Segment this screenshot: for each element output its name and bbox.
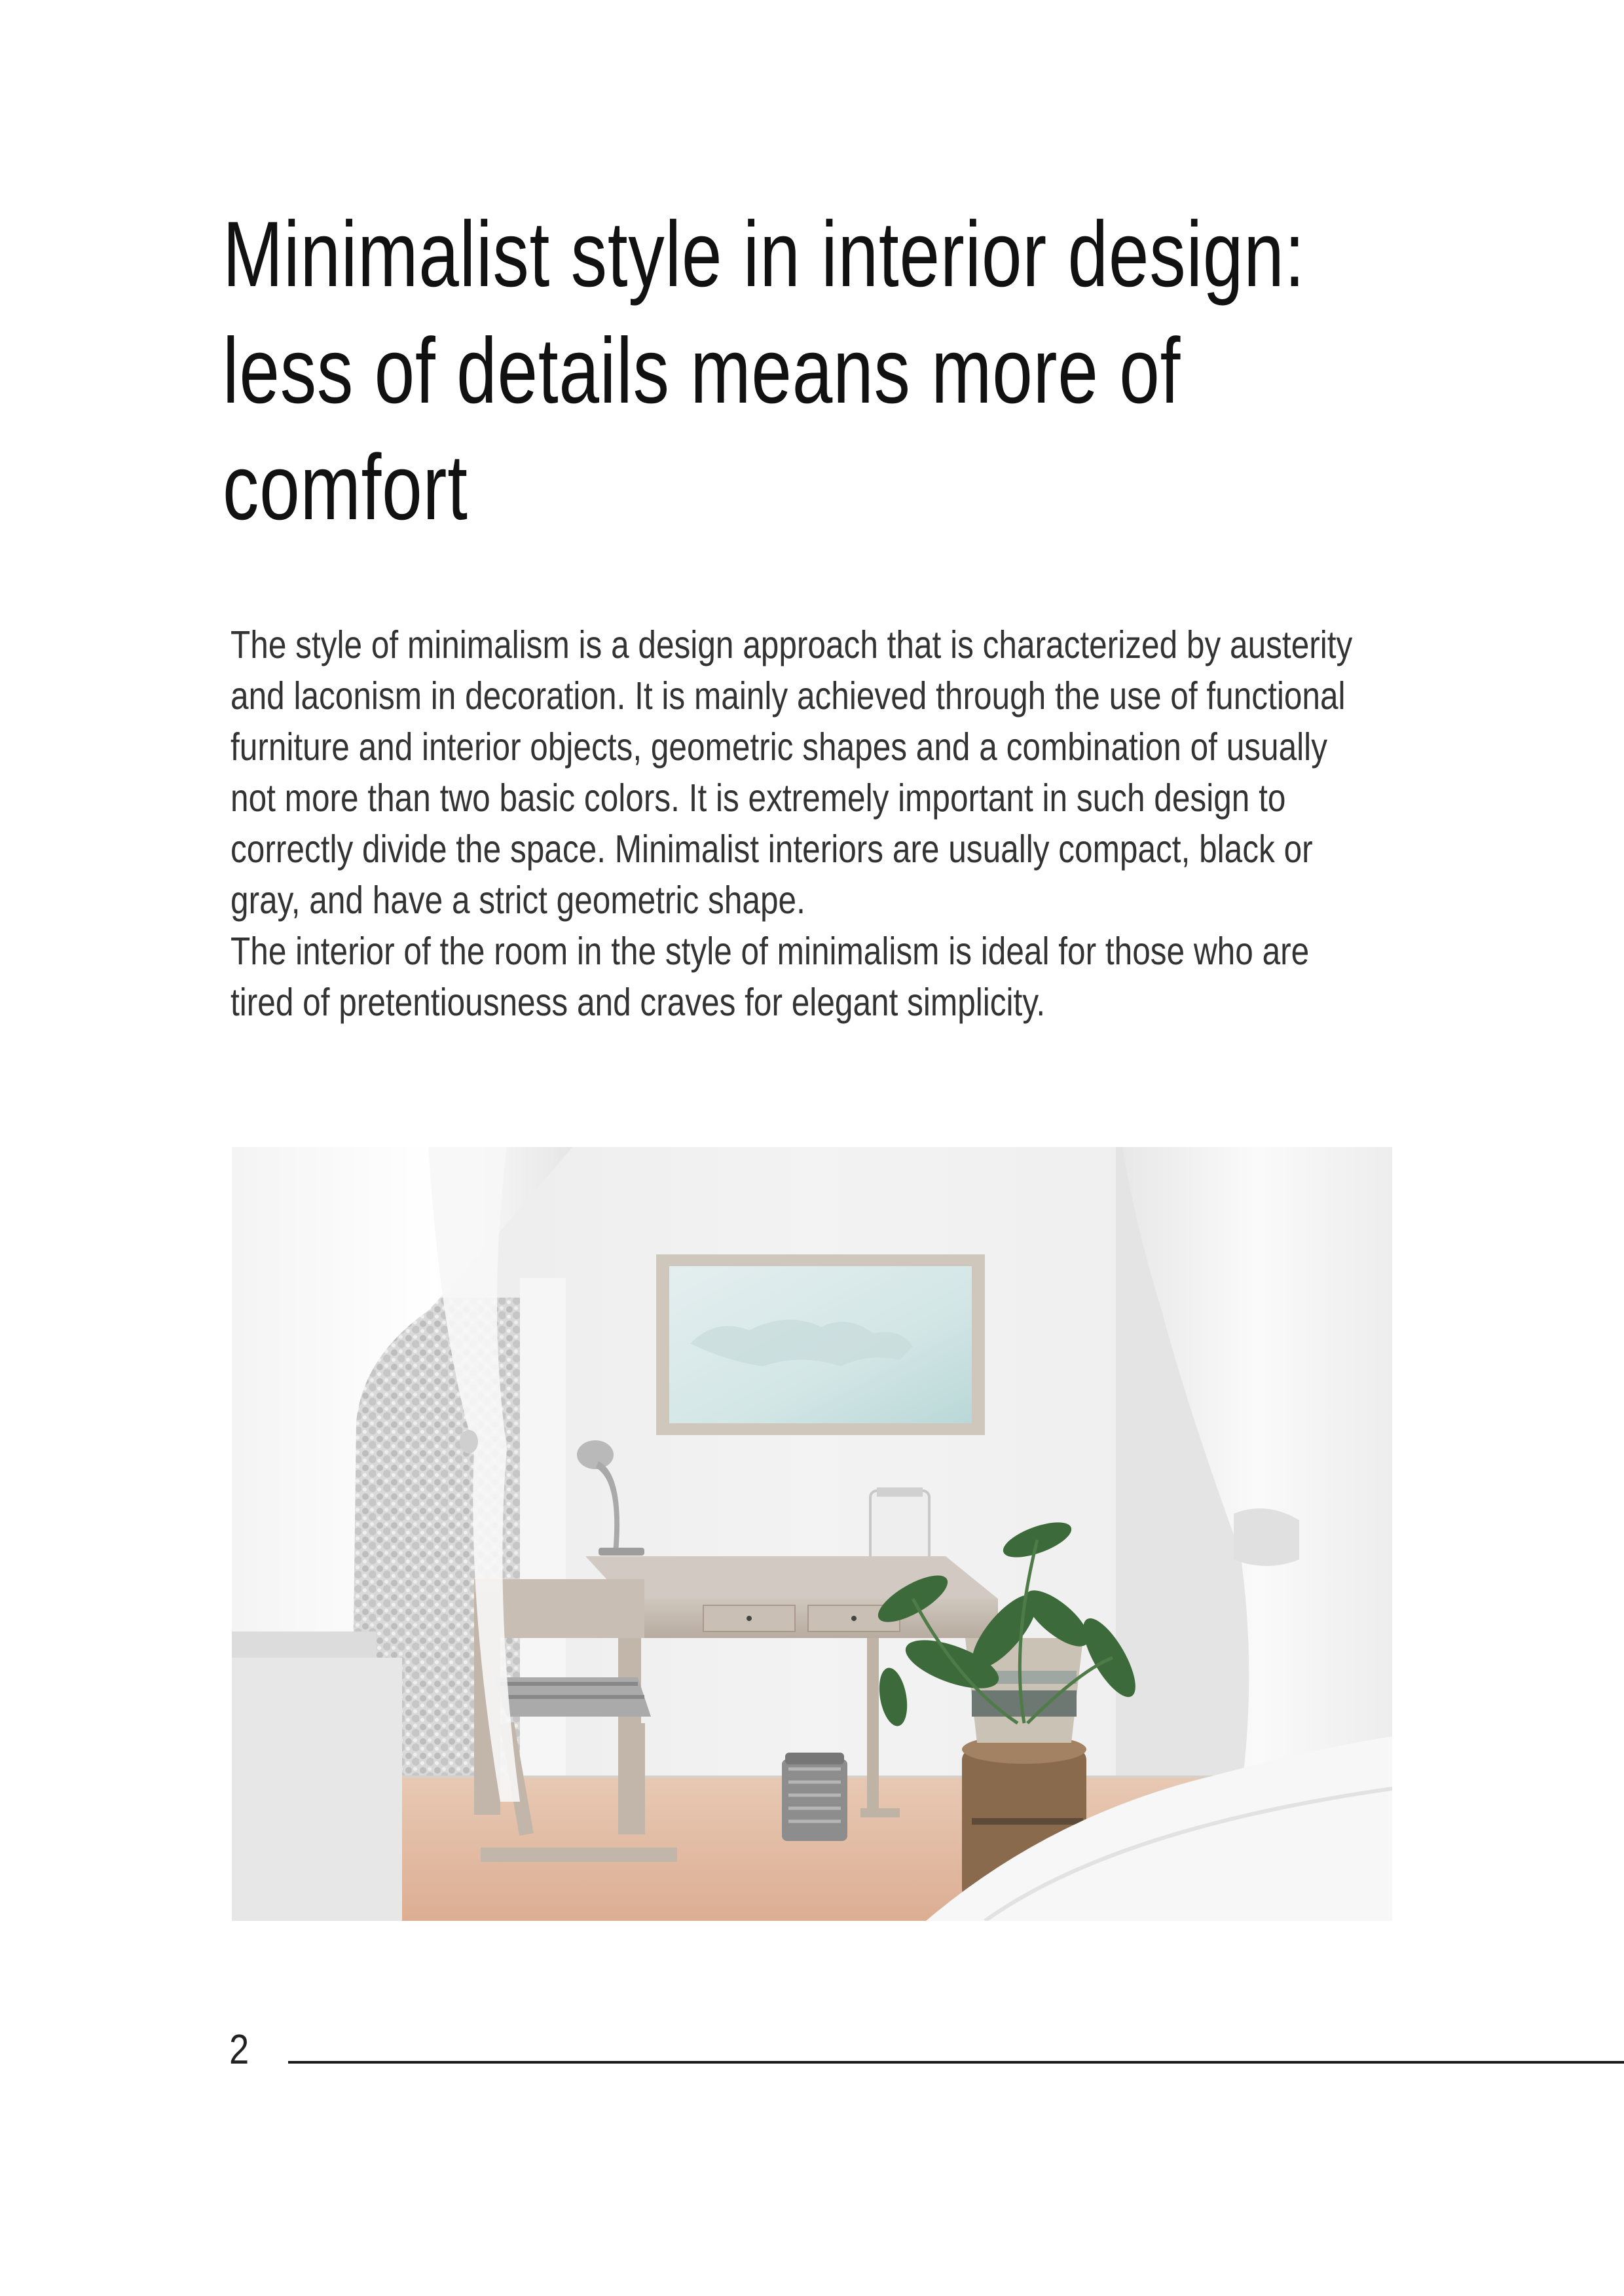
body-text bbox=[231, 619, 1363, 1028]
interior-photo bbox=[232, 1147, 1392, 1921]
paragraph-1: The style of minimalism is a design approach that is characterized by austerity and laconism in decoration. It is mainly achieved through the use of functional furniture and interior objects, geometric shapes and a combination of usually not more than two basic colors. It is extremely important in such design to correctly divide the space. Minimalist interiors are usually compact, black or gray, and have a strict geometric shape. bbox=[231, 623, 1353, 922]
page-number: 2 bbox=[229, 2026, 249, 2073]
footer-rule bbox=[288, 2061, 1624, 2064]
paragraph-2: The interior of the room in the style of minimalism is ideal for those who are tired of pretentiousness and craves for elegant simplicity. bbox=[231, 930, 1310, 1024]
page-title: Minimalist style in interior design: less of details means more of comfort bbox=[223, 202, 1306, 539]
